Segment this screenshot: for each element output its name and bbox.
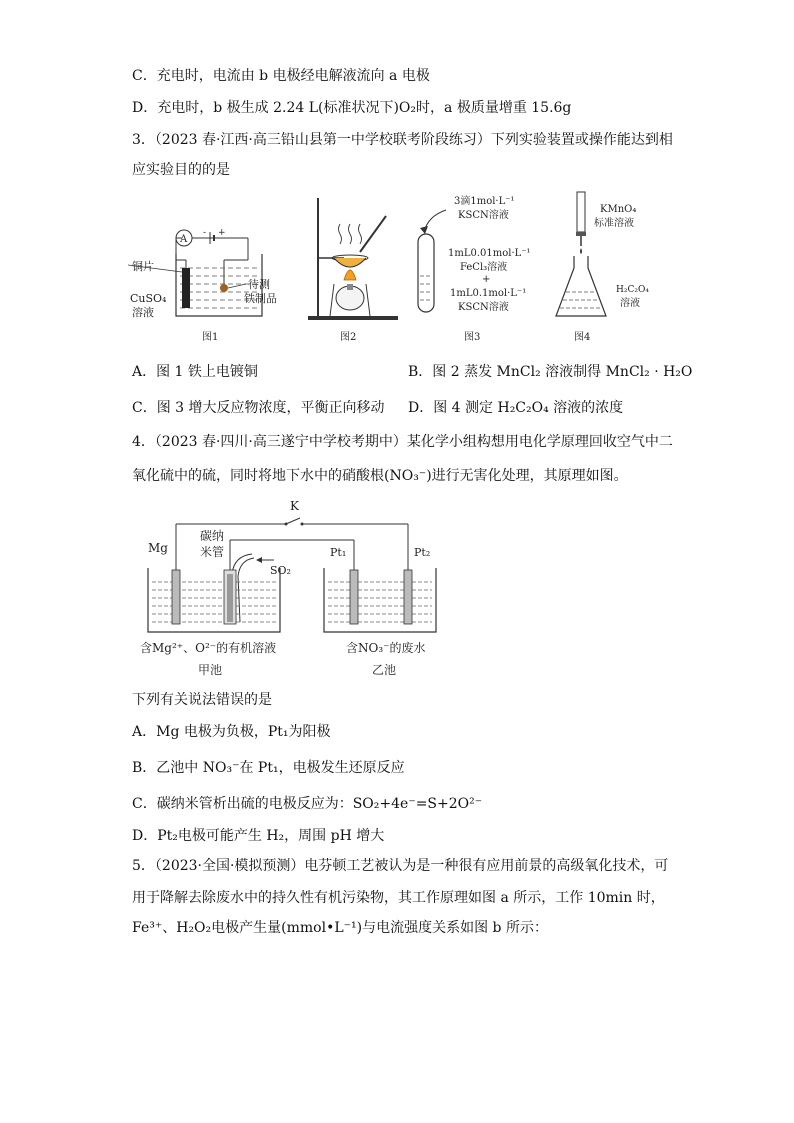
q4-stem-line2: 氧化硫中的硫，同时将地下水中的硝酸根(NO₃⁻)进行无害化处理，其原理如图。 (132, 468, 628, 484)
fig3-mid-label-3: 1mL0.1mol·L⁻¹ (450, 288, 527, 299)
q4-solution-a-label: 含Mg²⁺、O²⁻的有机溶液 (140, 641, 277, 655)
fig1-cuso4-label: CuSO₄ (130, 292, 167, 305)
q4-cell-a-label: 甲池 (198, 663, 223, 677)
fig4-solution-label: 溶液 (620, 298, 640, 309)
fig4-kmno4-label: KMnO₄ (600, 204, 637, 215)
q4-pt2-label: Pt₂ (414, 546, 431, 559)
q3-option-b: B．图 2 蒸发 MnCl₂ 溶液制得 MnCl₂ · H₂O (408, 364, 693, 380)
q4-stem-line1: 4．（2023 春·四川·高三遂宁中学校考期中）某化学小组构想用电化学原理回收空气中二 (132, 434, 673, 450)
q3-option-a: A．图 1 铁上电镀铜 (132, 364, 258, 380)
q4-tube-label-1: 碳纳 (200, 529, 225, 543)
fig1-electroplating (128, 228, 277, 343)
fig3-caption: 图3 (464, 332, 481, 343)
q2-option-d: D．充电时，b 极生成 2.24 L(标准状况下)O₂时，a 极质量增重 15.6g (132, 100, 572, 116)
q4-prompt: 下列有关说法错误的是 (132, 692, 272, 708)
q4-tube-label-2: 米管 (200, 545, 225, 559)
q4-so2-label: SO₂ (270, 564, 291, 577)
q4-mg-label: Mg (148, 541, 168, 555)
fig1-ammeter-label: A (180, 234, 188, 245)
q4-electrochem-figure (140, 496, 440, 682)
q4-option-b: B．乙池中 NO₃⁻在 Pt₁，电极发生还原反应 (132, 760, 405, 776)
fig3-top-label-1: 3滴1mol·L⁻¹ (454, 196, 515, 207)
fig2-evaporation (308, 198, 398, 343)
q5-stem-line1: 5．（2023·全国·模拟预测）电芬顿工艺被认为是一种很有应用前景的高级氧化技术，可 (132, 858, 669, 874)
q3-stem-line2: 应实验目的的是 (132, 162, 230, 178)
q4-pt1-label: Pt₁ (330, 546, 347, 559)
q4-option-d: D．Pt₂电极可能产生 H₂，周围 pH 增大 (132, 828, 385, 844)
fig2-caption: 图2 (340, 332, 357, 343)
svg-text:+: + (218, 228, 226, 238)
q4-option-c: C．碳纳米管析出硫的电极反应为：SO₂+4e⁻=S+2O²⁻ (132, 796, 483, 812)
fig4-titration (556, 192, 649, 343)
q3-figures (128, 188, 668, 348)
q3-stem-line1: 3．（2023 春·江西·高三铅山县第一中学校联考阶段练习）下列实验装置或操作能达到相 (132, 132, 673, 148)
fig3-mid-label-2: FeCl₃溶液 (460, 262, 508, 273)
fig4-caption: 图4 (574, 332, 591, 343)
q4-option-a: A．Mg 电极为负极，Pt₁为阳极 (132, 724, 331, 740)
q4-cell-b-label: 乙池 (372, 663, 397, 677)
q3-option-d: D．图 4 测定 H₂C₂O₄ 溶液的浓度 (408, 400, 624, 416)
fig1-sample-label-1: 待测 (248, 278, 270, 291)
fig1-sample-label-2: 铁制品 (244, 292, 277, 305)
q4-switch-label: K (290, 499, 299, 513)
svg-text:-: - (203, 228, 207, 238)
fig4-standard-label: 标准溶液 (594, 218, 634, 229)
fig3-mid-label-1: 1mL0.01mol·L⁻¹ (448, 248, 531, 259)
fig4-h2c2o4-label: H₂C₂O₄ (616, 285, 649, 295)
q5-stem-line2: 用于降解去除废水中的持久性有机污染物，其工作原理如图 a 所示，工作 10min 时， (132, 890, 665, 906)
fig3-mid-label-4: KSCN溶液 (458, 302, 509, 313)
q3-option-c: C．图 3 增大反应物浓度，平衡正向移动 (132, 400, 385, 416)
fig3-mid-plus: + (482, 274, 491, 285)
fig1-copper-label: 铜片 (132, 260, 154, 273)
fig1-caption: 图1 (202, 332, 219, 343)
fig1-solution-label: 溶液 (132, 306, 154, 319)
fig3-test-tube (418, 194, 531, 343)
fig3-top-label-2: KSCN溶液 (458, 210, 509, 221)
q5-stem-line3: Fe³⁺、H₂O₂电极产生量(mmol•L⁻¹)与电流强度关系如图 b 所示： (132, 920, 548, 936)
q4-solution-b-label: 含NO₃⁻的废水 (346, 641, 426, 655)
q2-option-c: C．充电时，电流由 b 电极经电解液流向 a 电极 (132, 68, 430, 84)
